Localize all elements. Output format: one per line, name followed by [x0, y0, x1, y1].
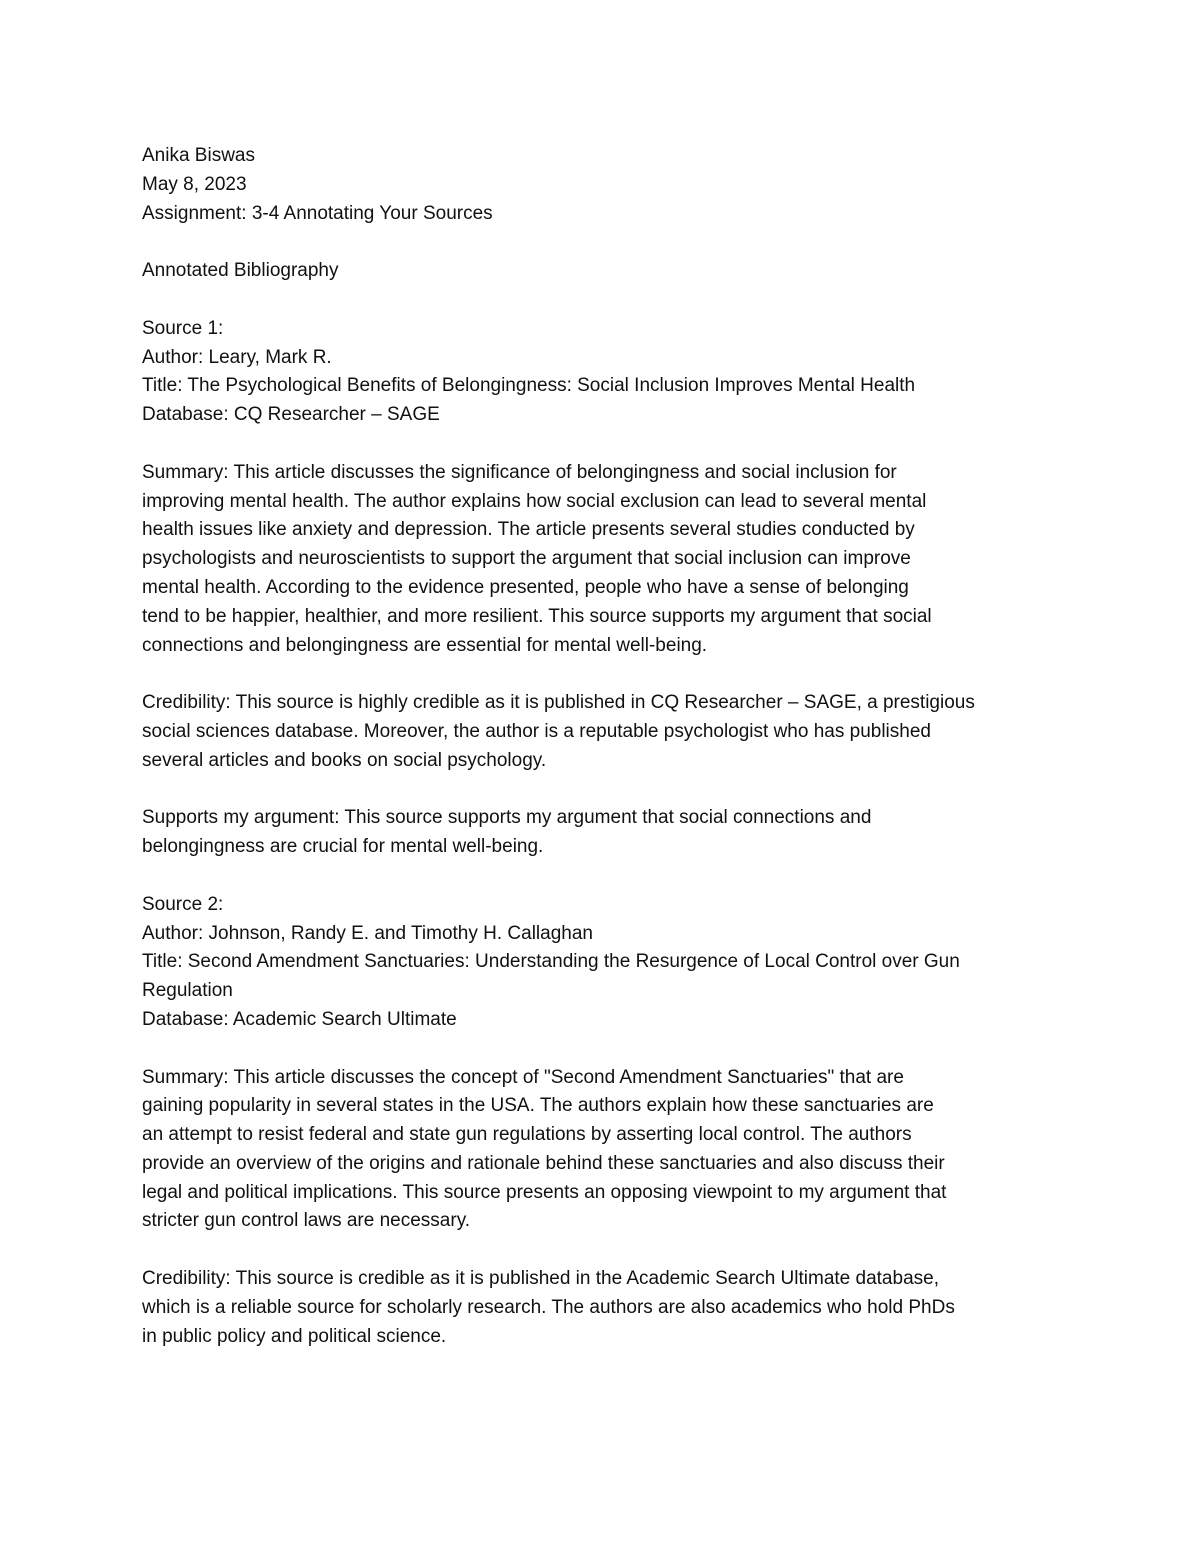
spacer — [142, 286, 1102, 315]
spacer — [142, 430, 1102, 459]
spacer — [142, 1236, 1102, 1265]
document-page — [142, 142, 1102, 1351]
source-supports — [142, 804, 1102, 862]
summary-line: health issues like anxiety and depression. The article presents several studies conducted by — [142, 519, 915, 541]
summary-line: connections and belongingness are essential for mental well-being. — [142, 634, 708, 656]
source-heading: Source 1: — [142, 317, 224, 339]
summary-line: provide an overview of the origins and rationale behind these sanctuaries and also discuss their — [142, 1152, 945, 1174]
submission-date: May 8, 2023 — [142, 173, 247, 195]
summary-line: stricter gun control laws are necessary. — [142, 1210, 471, 1232]
summary-line: psychologists and neuroscientists to support the argument that social inclusion can improve — [142, 548, 911, 570]
source-title: Title: Second Amendment Sanctuaries: Understanding the Resurgence of Local Control over Gun — [142, 951, 960, 973]
summary-line: Summary: This article discusses the concept of "Second Amendment Sanctuaries" that are — [142, 1066, 904, 1088]
source-database: Database: CQ Researcher – SAGE — [142, 404, 440, 426]
summary-line: legal and political implications. This source presents an opposing viewpoint to my argument that — [142, 1181, 947, 1203]
spacer — [142, 776, 1102, 805]
document-title: Annotated Bibliography — [142, 260, 339, 282]
spacer — [142, 1035, 1102, 1064]
source-title-continued: Regulation — [142, 980, 233, 1002]
source-credibility — [142, 689, 1102, 775]
source-author: Author: Johnson, Randy E. and Timothy H. Callaghan — [142, 922, 593, 944]
source-author: Author: Leary, Mark R. — [142, 346, 332, 368]
summary-line: Summary: This article discusses the significance of belongingness and social inclusion for — [142, 461, 897, 483]
spacer — [142, 228, 1102, 257]
credibility-line: in public policy and political science. — [142, 1325, 447, 1347]
credibility-line: Credibility: This source is credible as it is published in the Academic Search Ultimate database, — [142, 1268, 939, 1290]
spacer — [142, 862, 1102, 891]
credibility-line: which is a reliable source for scholarly research. The authors are also academics who hold PhDs — [142, 1296, 955, 1318]
source-database: Database: Academic Search Ultimate — [142, 1008, 457, 1030]
summary-line: gaining popularity in several states in the USA. The authors explain how these sanctuaries are — [142, 1095, 934, 1117]
spacer — [142, 660, 1102, 689]
credibility-line: social sciences database. Moreover, the author is a reputable psychologist who has published — [142, 720, 931, 742]
source-credibility — [142, 1265, 1102, 1351]
supports-line: belongingness are crucial for mental well-being. — [142, 836, 544, 858]
source-heading: Source 2: — [142, 893, 224, 915]
supports-line: Supports my argument: This source supports my argument that social connections and — [142, 807, 872, 829]
credibility-line: Credibility: This source is highly credible as it is published in CQ Researcher – SAGE, a prestigious — [142, 692, 975, 714]
source-title: Title: The Psychological Benefits of Belongingness: Social Inclusion Improves Mental Health — [142, 375, 916, 397]
credibility-line: several articles and books on social psychology. — [142, 749, 547, 771]
summary-line: mental health. According to the evidence presented, people who have a sense of belonging — [142, 576, 909, 598]
summary-line: tend to be happier, healthier, and more resilient. This source supports my argument that social — [142, 605, 932, 627]
source-entry-2 — [142, 891, 1102, 1352]
summary-line: an attempt to resist federal and state gun regulations by asserting local control. The authors — [142, 1124, 912, 1146]
author-name: Anika Biswas — [142, 145, 255, 166]
source-entry-1 — [142, 315, 1102, 862]
assignment-label: Assignment: 3-4 Annotating Your Sources — [142, 202, 493, 224]
source-summary — [142, 1064, 1102, 1237]
summary-line: improving mental health. The author explains how social exclusion can lead to several mental — [142, 490, 927, 512]
source-summary — [142, 459, 1102, 661]
